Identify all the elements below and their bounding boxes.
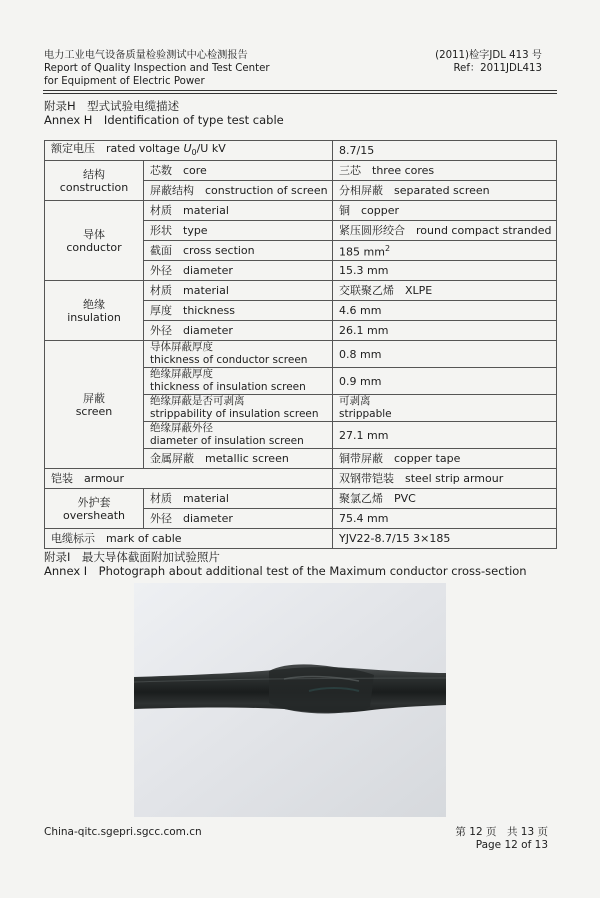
construction-category: 结构 construction [45, 161, 144, 201]
strippability-value: 可剥离 strippable [333, 395, 557, 422]
conductor-material-value: 铜 copper [333, 201, 557, 221]
insulation-thickness-label: 厚度 thickness [144, 301, 333, 321]
annex-h-title [44, 99, 284, 127]
rated-voltage-value: 8.7/15 [333, 141, 557, 161]
core-label: 芯数 core [144, 161, 333, 181]
report-header-right [435, 49, 542, 75]
header-title-en-line2: for Equipment of Electric Power [44, 76, 205, 87]
metallic-screen-label: 金属屏蔽 metallic screen [144, 449, 333, 469]
cross-section-value: 185 $mm^2$ [333, 241, 557, 261]
oversheath-category: 外护套 oversheath [45, 489, 144, 529]
core-value: 三芯 three cores [333, 161, 557, 181]
oversheath-diameter-value: 75.4 mm [333, 509, 557, 529]
header-title-cn: 电力工业电气设备质量检验测试中心检测报告 [44, 50, 248, 61]
conductor-type-label: 形状 type [144, 221, 333, 241]
conductor-material-label: 材质 material [144, 201, 333, 221]
table-row [45, 281, 557, 301]
conductor-screen-thickness-value: 0.8 mm [333, 341, 557, 368]
table-row [45, 141, 557, 161]
header-title-en-line1: Report of Quality Inspection and Test Center [44, 63, 270, 74]
insulation-screen-diameter-label: 绝缘屏蔽外径 diameter of insulation screen [144, 422, 333, 449]
insulation-material-label: 材质 material [144, 281, 333, 301]
insulation-thickness-value: 4.6 mm [333, 301, 557, 321]
screen-construction-label: 屏蔽结构 construction of screen [144, 181, 333, 201]
strippability-label: 绝缘屏蔽是否可剥离 strippability of insulation screen [144, 395, 333, 422]
table-row [45, 469, 557, 489]
insulation-screen-thickness-value: 0.9 mm [333, 368, 557, 395]
annex-h-title-cn: 附录H 型式试验电缆描述 [44, 99, 180, 113]
conductor-screen-thickness-label: 导体屏蔽厚度 thickness of conductor screen [144, 341, 333, 368]
header-divider [43, 90, 557, 91]
table-row [45, 161, 557, 181]
cable-mark-label: 电缆标示 mark of cable [45, 529, 333, 549]
table-row [45, 489, 557, 509]
insulation-diameter-value: 26.1 mm [333, 321, 557, 341]
conductor-category: 导体 conductor [45, 201, 144, 281]
report-number: (2011)检字JDL 413 号 [435, 50, 542, 61]
insulation-screen-thickness-label: 绝缘屏蔽厚度 thickness of insulation screen [144, 368, 333, 395]
metallic-screen-value: 铜带屏蔽 copper tape [333, 449, 557, 469]
table-row [45, 341, 557, 368]
oversheath-diameter-label: 外径 diameter [144, 509, 333, 529]
report-ref: Ref：2011JDL413 [453, 63, 542, 74]
footer-page-info [455, 826, 548, 852]
cable-spec-table [44, 140, 557, 549]
header-divider-second [43, 93, 557, 94]
report-header-left [44, 49, 270, 88]
oversheath-material-value: 聚氯乙烯 PVC [333, 489, 557, 509]
armour-label: 铠装 armour [45, 469, 333, 489]
cross-section-label: 截面 cross section [144, 241, 333, 261]
cable-photo-drawing [134, 583, 446, 817]
annex-i-title-cn: 附录I 最大导体截面附加试验照片 [44, 550, 220, 564]
conductor-diameter-label: 外径 diameter [144, 261, 333, 281]
oversheath-material-label: 材质 material [144, 489, 333, 509]
footer-website: China-qitc.sgepri.sgcc.com.cn [44, 826, 202, 838]
rated-voltage-label: 额定电压 rated voltage $U_0/U$ kV [45, 141, 333, 161]
insulation-screen-diameter-value: 27.1 mm [333, 422, 557, 449]
armour-value: 双钢带铠装 steel strip armour [333, 469, 557, 489]
insulation-material-value: 交联聚乙烯 XLPE [333, 281, 557, 301]
table-row [45, 529, 557, 549]
screen-category: 屏蔽 screen [45, 341, 144, 469]
cable-photograph [134, 583, 446, 817]
conductor-type-value: 紧压圆形绞合 round compact stranded [333, 221, 557, 241]
annex-i-title-en: Annex I Photograph about additional test of the Maximum conductor cross-section [44, 564, 527, 578]
insulation-category: 绝缘 insulation [45, 281, 144, 341]
screen-construction-value: 分相屏蔽 separated screen [333, 181, 557, 201]
annex-h-title-en: Annex H Identification of type test cable [44, 113, 284, 127]
annex-i-title [44, 550, 527, 578]
page-number-en: Page 12 of 13 [475, 839, 548, 851]
insulation-diameter-label: 外径 diameter [144, 321, 333, 341]
cable-mark-value: YJV22-8.7/15 3×185 [333, 529, 557, 549]
page-number-cn: 第 12 页 共 13 页 [455, 826, 548, 838]
table-row [45, 201, 557, 221]
conductor-diameter-value: 15.3 mm [333, 261, 557, 281]
